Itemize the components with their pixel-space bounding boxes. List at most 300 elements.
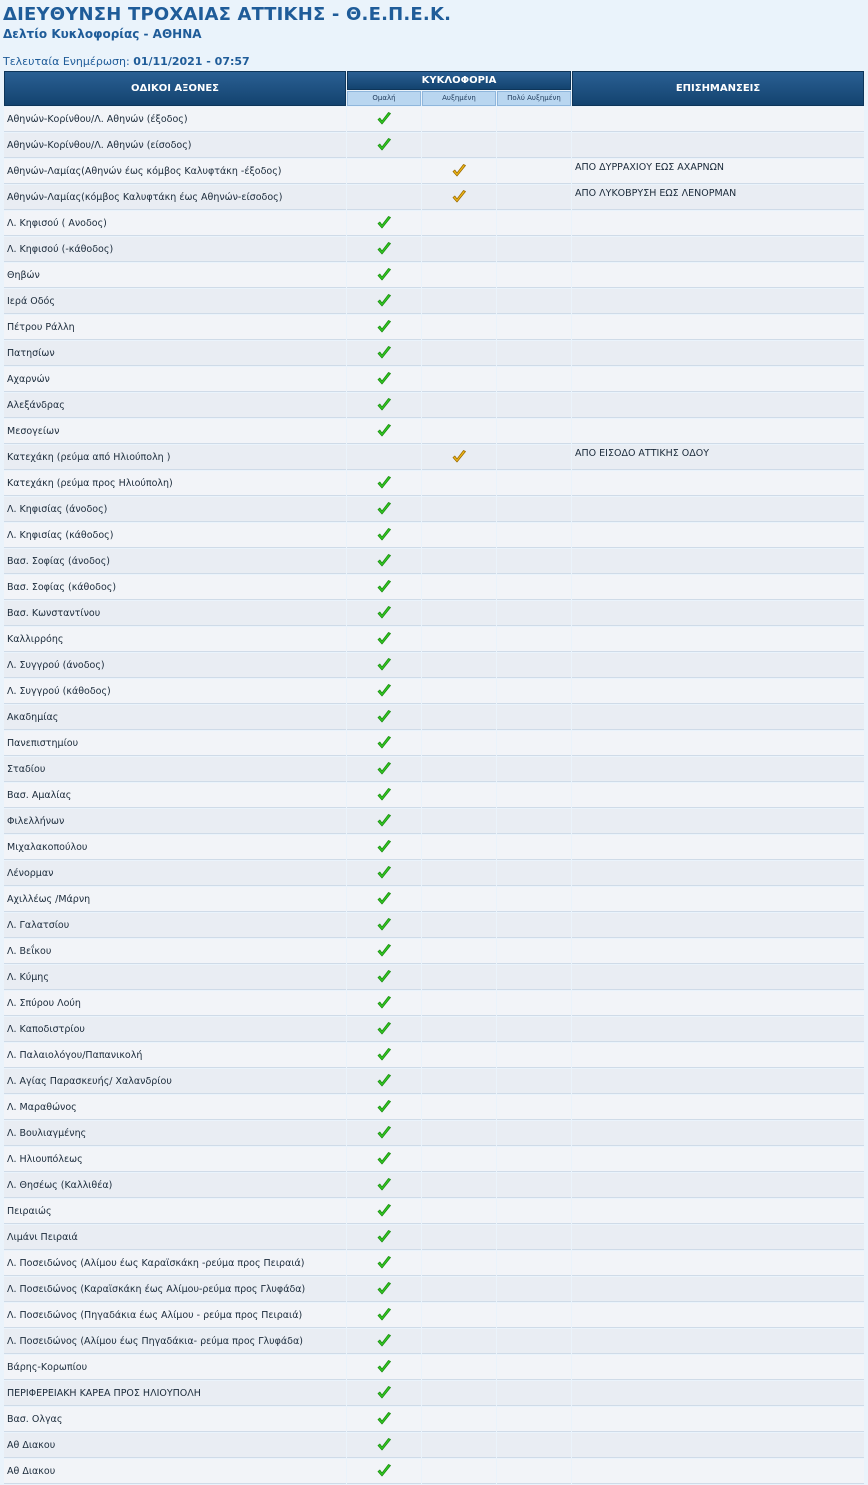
status-cell-heavy — [497, 549, 571, 574]
road-name: Αθηνών-Κορίνθου/Λ. Αθηνών (είσοδος) — [4, 133, 346, 158]
status-cell-normal — [347, 1199, 421, 1224]
status-cell-normal — [347, 1355, 421, 1380]
status-cell-normal — [347, 133, 421, 158]
road-name: Λ. Κηφισού ( Ανοδος) — [4, 211, 346, 236]
note-text — [572, 1043, 864, 1068]
road-name: Λ. Ποσειδώνος (Αλίμου έως Καραϊσκάκη -ρεύμα προς Πειραιά) — [4, 1251, 346, 1276]
status-cell-increased — [422, 133, 496, 158]
status-cell-normal — [347, 809, 421, 834]
status-cell-normal — [347, 757, 421, 782]
status-cell-heavy — [497, 133, 571, 158]
status-cell-normal — [347, 1225, 421, 1250]
note-text — [572, 887, 864, 912]
page-title: ΔΙΕΥΘΥΝΣΗ ΤΡΟΧΑΙΑΣ ΑΤΤΙΚΗΣ - Θ.Ε.Π.Ε.Κ. — [3, 4, 452, 25]
status-cell-normal — [347, 783, 421, 808]
status-cell-normal — [347, 887, 421, 912]
checkmark-icon — [376, 943, 392, 959]
table-row — [4, 1303, 864, 1328]
road-name: Βασ. Κωνσταντίνου — [4, 601, 346, 626]
road-name: Φιλελλήνων — [4, 809, 346, 834]
status-cell-increased — [422, 1225, 496, 1250]
checkmark-icon — [376, 1411, 392, 1427]
status-cell-normal — [347, 445, 421, 470]
checkmark-icon — [376, 657, 392, 673]
table-row — [4, 523, 864, 548]
road-name: Πανεπιστημίου — [4, 731, 346, 756]
status-cell-normal — [347, 861, 421, 886]
note-text — [572, 835, 864, 860]
checkmark-icon — [376, 241, 392, 257]
status-cell-heavy — [497, 1147, 571, 1172]
checkmark-icon — [376, 371, 392, 387]
note-text — [572, 1459, 864, 1484]
note-text — [572, 341, 864, 366]
status-cell-heavy — [497, 1251, 571, 1276]
checkmark-icon — [376, 1047, 392, 1063]
status-cell-normal — [347, 1095, 421, 1120]
checkmark-icon — [376, 1333, 392, 1349]
checkmark-icon — [376, 345, 392, 361]
status-cell-normal — [347, 289, 421, 314]
status-cell-increased — [422, 705, 496, 730]
checkmark-icon — [376, 1437, 392, 1453]
note-text: ΑΠΟ ΛΥΚΟΒΡΥΣΗ ΕΩΣ ΛΕΝΟΡΜΑΝ — [572, 185, 864, 210]
status-cell-normal — [347, 341, 421, 366]
status-cell-increased — [422, 1381, 496, 1406]
note-text — [572, 809, 864, 834]
checkmark-icon — [376, 1229, 392, 1245]
road-name: Λ. Ποσειδώνος (Καραϊσκάκη έως Αλίμου-ρεύμα προς Γλυφάδα) — [4, 1277, 346, 1302]
status-cell-normal — [347, 315, 421, 340]
table-row — [4, 887, 864, 912]
status-cell-normal — [347, 991, 421, 1016]
note-text — [572, 237, 864, 262]
status-cell-heavy — [497, 1407, 571, 1432]
table-row — [4, 809, 864, 834]
status-cell-heavy — [497, 809, 571, 834]
status-cell-increased — [422, 445, 496, 470]
status-cell-heavy — [497, 419, 571, 444]
status-cell-increased — [422, 523, 496, 548]
status-cell-increased — [422, 315, 496, 340]
road-name: Βάρης-Κορωπίου — [4, 1355, 346, 1380]
table-row — [4, 575, 864, 600]
checkmark-icon — [376, 553, 392, 569]
status-cell-increased — [422, 1251, 496, 1276]
note-text — [572, 523, 864, 548]
status-cell-increased — [422, 627, 496, 652]
table-row — [4, 237, 864, 262]
status-cell-normal — [347, 679, 421, 704]
status-cell-heavy — [497, 601, 571, 626]
status-cell-heavy — [497, 107, 571, 132]
checkmark-icon — [376, 605, 392, 621]
status-cell-heavy — [497, 1277, 571, 1302]
note-text — [572, 939, 864, 964]
status-cell-normal — [347, 1381, 421, 1406]
status-cell-increased — [422, 939, 496, 964]
table-row — [4, 835, 864, 860]
status-cell-heavy — [497, 211, 571, 236]
note-text — [572, 1407, 864, 1432]
status-cell-normal — [347, 1407, 421, 1432]
status-cell-normal — [347, 523, 421, 548]
status-cell-increased — [422, 835, 496, 860]
checkmark-icon — [376, 1281, 392, 1297]
table-row — [4, 939, 864, 964]
road-name: Αχιλλέως /Μάρνη — [4, 887, 346, 912]
status-cell-increased — [422, 1355, 496, 1380]
road-name: Βασ. Ολγας — [4, 1407, 346, 1432]
status-cell-increased — [422, 1433, 496, 1458]
status-cell-normal — [347, 263, 421, 288]
table-row — [4, 1017, 864, 1042]
note-text — [572, 1147, 864, 1172]
road-name: Λ. Γαλατσίου — [4, 913, 346, 938]
checkmark-icon — [376, 631, 392, 647]
status-cell-increased — [422, 653, 496, 678]
checkmark-icon — [376, 917, 392, 933]
table-row — [4, 341, 864, 366]
status-cell-heavy — [497, 1329, 571, 1354]
table-row — [4, 653, 864, 678]
note-text — [572, 783, 864, 808]
status-cell-normal — [347, 549, 421, 574]
note-text — [572, 1121, 864, 1146]
checkmark-icon — [376, 969, 392, 985]
note-text — [572, 1433, 864, 1458]
road-name: Αλεξάνδρας — [4, 393, 346, 418]
checkmark-icon — [376, 293, 392, 309]
status-cell-heavy — [497, 705, 571, 730]
road-name: Μιχαλακοπούλου — [4, 835, 346, 860]
status-cell-heavy — [497, 1381, 571, 1406]
table-row — [4, 913, 864, 938]
table-row — [4, 1329, 864, 1354]
table-row — [4, 497, 864, 522]
table-row — [4, 1381, 864, 1406]
status-cell-heavy — [497, 471, 571, 496]
note-text — [572, 965, 864, 990]
road-name: Λ. Ποσειδώνος (Πηγαδάκια έως Αλίμου - ρεύμα προς Πειραιά) — [4, 1303, 346, 1328]
note-text — [572, 1225, 864, 1250]
checkmark-icon — [376, 1255, 392, 1271]
status-cell-heavy — [497, 913, 571, 938]
status-cell-normal — [347, 705, 421, 730]
status-cell-heavy — [497, 1199, 571, 1224]
road-name: Αθηνών-Λαμίας(Αθηνών έως κόμβος Καλυφτάκη -έξοδος) — [4, 159, 346, 184]
checkmark-icon — [451, 449, 467, 465]
last-update-label: Τελευταία Ενημέρωση: — [3, 55, 130, 68]
road-name: Λ. Συγγρού (κάθοδος) — [4, 679, 346, 704]
table-row — [4, 211, 864, 236]
last-update — [3, 55, 250, 69]
note-text — [572, 705, 864, 730]
table-row — [4, 1225, 864, 1250]
status-cell-heavy — [497, 1433, 571, 1458]
road-name: Λ. Αγίας Παρασκευής/ Χαλανδρίου — [4, 1069, 346, 1094]
table-row — [4, 1433, 864, 1458]
status-cell-increased — [422, 809, 496, 834]
table-row — [4, 107, 864, 132]
status-cell-increased — [422, 211, 496, 236]
note-text — [572, 575, 864, 600]
status-cell-increased — [422, 1199, 496, 1224]
note-text — [572, 991, 864, 1016]
note-text — [572, 627, 864, 652]
status-cell-heavy — [497, 731, 571, 756]
checkmark-icon — [376, 995, 392, 1011]
status-cell-heavy — [497, 861, 571, 886]
table-row — [4, 965, 864, 990]
status-cell-increased — [422, 549, 496, 574]
status-cell-normal — [347, 1069, 421, 1094]
checkmark-icon — [376, 501, 392, 517]
note-text — [572, 731, 864, 756]
status-cell-normal — [347, 159, 421, 184]
checkmark-icon — [376, 1177, 392, 1193]
road-name: Λ. Σπύρου Λούη — [4, 991, 346, 1016]
status-cell-increased — [422, 159, 496, 184]
table-row — [4, 1069, 864, 1094]
road-name: Λ. Καποδιστρίου — [4, 1017, 346, 1042]
checkmark-icon — [376, 813, 392, 829]
table-row — [4, 549, 864, 574]
status-cell-increased — [422, 1277, 496, 1302]
status-cell-normal — [347, 965, 421, 990]
status-cell-normal — [347, 835, 421, 860]
status-cell-normal — [347, 1433, 421, 1458]
checkmark-icon — [376, 397, 392, 413]
note-text — [572, 419, 864, 444]
status-cell-normal — [347, 1251, 421, 1276]
road-name: Αχαρνών — [4, 367, 346, 392]
checkmark-icon — [376, 735, 392, 751]
road-name: Λ. Μαραθώνος — [4, 1095, 346, 1120]
status-cell-heavy — [497, 393, 571, 418]
status-cell-increased — [422, 1173, 496, 1198]
table-row — [4, 159, 864, 184]
table-row — [4, 419, 864, 444]
status-cell-increased — [422, 419, 496, 444]
road-name: Λ. Βεΐκου — [4, 939, 346, 964]
status-cell-heavy — [497, 497, 571, 522]
status-cell-increased — [422, 1043, 496, 1068]
road-name: Κατεχάκη (ρεύμα από Ηλιούπολη ) — [4, 445, 346, 470]
road-name: Αθηνών-Λαμίας(κόμβος Καλυφτάκη έως Αθηνών-είσοδος) — [4, 185, 346, 210]
status-cell-increased — [422, 679, 496, 704]
status-cell-heavy — [497, 1043, 571, 1068]
checkmark-icon — [376, 423, 392, 439]
checkmark-icon — [376, 1021, 392, 1037]
table-row — [4, 1277, 864, 1302]
checkmark-icon — [376, 527, 392, 543]
note-text — [572, 133, 864, 158]
note-text — [572, 757, 864, 782]
road-name: Λ. Βουλιαγμένης — [4, 1121, 346, 1146]
note-text — [572, 1095, 864, 1120]
road-name: Λιμάνι Πειραιά — [4, 1225, 346, 1250]
table-row — [4, 1355, 864, 1380]
checkmark-icon — [376, 1099, 392, 1115]
status-cell-normal — [347, 393, 421, 418]
checkmark-icon — [376, 475, 392, 491]
status-cell-increased — [422, 367, 496, 392]
note-text — [572, 289, 864, 314]
status-cell-increased — [422, 913, 496, 938]
table-row — [4, 185, 864, 210]
road-name: Λ. Ποσειδώνος (Αλίμου έως Πηγαδάκια- ρεύμα προς Γλυφάδα) — [4, 1329, 346, 1354]
table-row — [4, 705, 864, 730]
status-cell-increased — [422, 1121, 496, 1146]
road-name: Λ. Κηφισίας (κάθοδος) — [4, 523, 346, 548]
subheader-heavy: Πολύ Αυξημένη — [497, 91, 571, 106]
status-cell-heavy — [497, 783, 571, 808]
page-subtitle: Δελτίο Κυκλοφορίας - ΑΘΗΝΑ — [3, 27, 202, 41]
road-name: Λ. Συγγρού (άνοδος) — [4, 653, 346, 678]
checkmark-icon — [376, 215, 392, 231]
status-cell-increased — [422, 1069, 496, 1094]
status-cell-heavy — [497, 991, 571, 1016]
checkmark-icon — [376, 1359, 392, 1375]
status-cell-heavy — [497, 1355, 571, 1380]
checkmark-icon — [376, 1073, 392, 1089]
status-cell-normal — [347, 1329, 421, 1354]
road-name: Λ. Κηφισίας (άνοδος) — [4, 497, 346, 522]
status-cell-normal — [347, 367, 421, 392]
road-name: Λ. Παλαιολόγου/Παπανικολή — [4, 1043, 346, 1068]
checkmark-icon — [376, 1125, 392, 1141]
subheader-increased: Αυξημένη — [422, 91, 496, 106]
road-name: Ακαδημίας — [4, 705, 346, 730]
note-text — [572, 497, 864, 522]
status-cell-normal — [347, 497, 421, 522]
table-row — [4, 393, 864, 418]
checkmark-icon — [376, 1151, 392, 1167]
road-name: Λ. Ηλιουπόλεως — [4, 1147, 346, 1172]
status-cell-normal — [347, 653, 421, 678]
status-cell-normal — [347, 211, 421, 236]
status-cell-normal — [347, 575, 421, 600]
status-cell-increased — [422, 887, 496, 912]
table-row — [4, 367, 864, 392]
status-cell-heavy — [497, 367, 571, 392]
note-text: ΑΠΟ ΔΥΡΡΑΧΙΟΥ ΕΩΣ ΑΧΑΡΝΩΝ — [572, 159, 864, 184]
traffic-table — [3, 70, 865, 1485]
table-row — [4, 1173, 864, 1198]
status-cell-increased — [422, 1147, 496, 1172]
status-cell-normal — [347, 185, 421, 210]
status-cell-normal — [347, 1303, 421, 1328]
checkmark-icon — [376, 111, 392, 127]
status-cell-heavy — [497, 627, 571, 652]
status-cell-heavy — [497, 1459, 571, 1484]
note-text — [572, 861, 864, 886]
checkmark-icon — [376, 319, 392, 335]
table-row — [4, 315, 864, 340]
table-row — [4, 263, 864, 288]
road-name: Μεσογείων — [4, 419, 346, 444]
status-cell-increased — [422, 1329, 496, 1354]
checkmark-icon — [376, 865, 392, 881]
page-header — [3, 4, 863, 42]
table-row — [4, 1407, 864, 1432]
status-cell-heavy — [497, 887, 571, 912]
table-row — [4, 1043, 864, 1068]
table-row — [4, 1459, 864, 1484]
checkmark-icon — [376, 683, 392, 699]
note-text — [572, 1355, 864, 1380]
checkmark-icon — [376, 839, 392, 855]
checkmark-icon — [451, 189, 467, 205]
table-row — [4, 1095, 864, 1120]
road-name: Πατησίων — [4, 341, 346, 366]
status-cell-increased — [422, 991, 496, 1016]
status-cell-heavy — [497, 835, 571, 860]
table-row — [4, 991, 864, 1016]
status-cell-increased — [422, 965, 496, 990]
status-cell-increased — [422, 783, 496, 808]
table-row — [4, 471, 864, 496]
checkmark-icon — [376, 137, 392, 153]
status-cell-increased — [422, 731, 496, 756]
status-cell-increased — [422, 237, 496, 262]
checkmark-icon — [376, 267, 392, 283]
status-cell-heavy — [497, 185, 571, 210]
checkmark-icon — [376, 709, 392, 725]
note-text — [572, 1199, 864, 1224]
road-name: Πειραιώς — [4, 1199, 346, 1224]
status-cell-increased — [422, 471, 496, 496]
status-cell-increased — [422, 185, 496, 210]
road-name: Λ. Κηφισού (-κάθοδος) — [4, 237, 346, 262]
note-text — [572, 1173, 864, 1198]
status-cell-increased — [422, 1407, 496, 1432]
note-text — [572, 211, 864, 236]
status-cell-increased — [422, 497, 496, 522]
table-row — [4, 783, 864, 808]
status-cell-increased — [422, 393, 496, 418]
note-text — [572, 1251, 864, 1276]
note-text — [572, 393, 864, 418]
status-cell-heavy — [497, 1173, 571, 1198]
road-name: Λένορμαν — [4, 861, 346, 886]
table-row — [4, 601, 864, 626]
status-cell-heavy — [497, 575, 571, 600]
status-cell-normal — [347, 1043, 421, 1068]
status-cell-heavy — [497, 939, 571, 964]
status-cell-normal — [347, 1121, 421, 1146]
last-update-value: 01/11/2021 - 07:57 — [133, 55, 250, 68]
status-cell-increased — [422, 1095, 496, 1120]
table-row — [4, 731, 864, 756]
status-cell-normal — [347, 471, 421, 496]
status-cell-heavy — [497, 523, 571, 548]
road-name: Βασ. Σοφίας (άνοδος) — [4, 549, 346, 574]
road-name: Ιερά Οδός — [4, 289, 346, 314]
table-row — [4, 861, 864, 886]
status-cell-heavy — [497, 653, 571, 678]
note-text — [572, 263, 864, 288]
checkmark-icon — [376, 1385, 392, 1401]
status-cell-normal — [347, 1173, 421, 1198]
status-cell-heavy — [497, 341, 571, 366]
table-row — [4, 1147, 864, 1172]
road-name: Θηβών — [4, 263, 346, 288]
column-header-notes: ΕΠΙΣΗΜΑΝΣΕΙΣ — [572, 71, 864, 106]
status-cell-heavy — [497, 237, 571, 262]
note-text — [572, 549, 864, 574]
